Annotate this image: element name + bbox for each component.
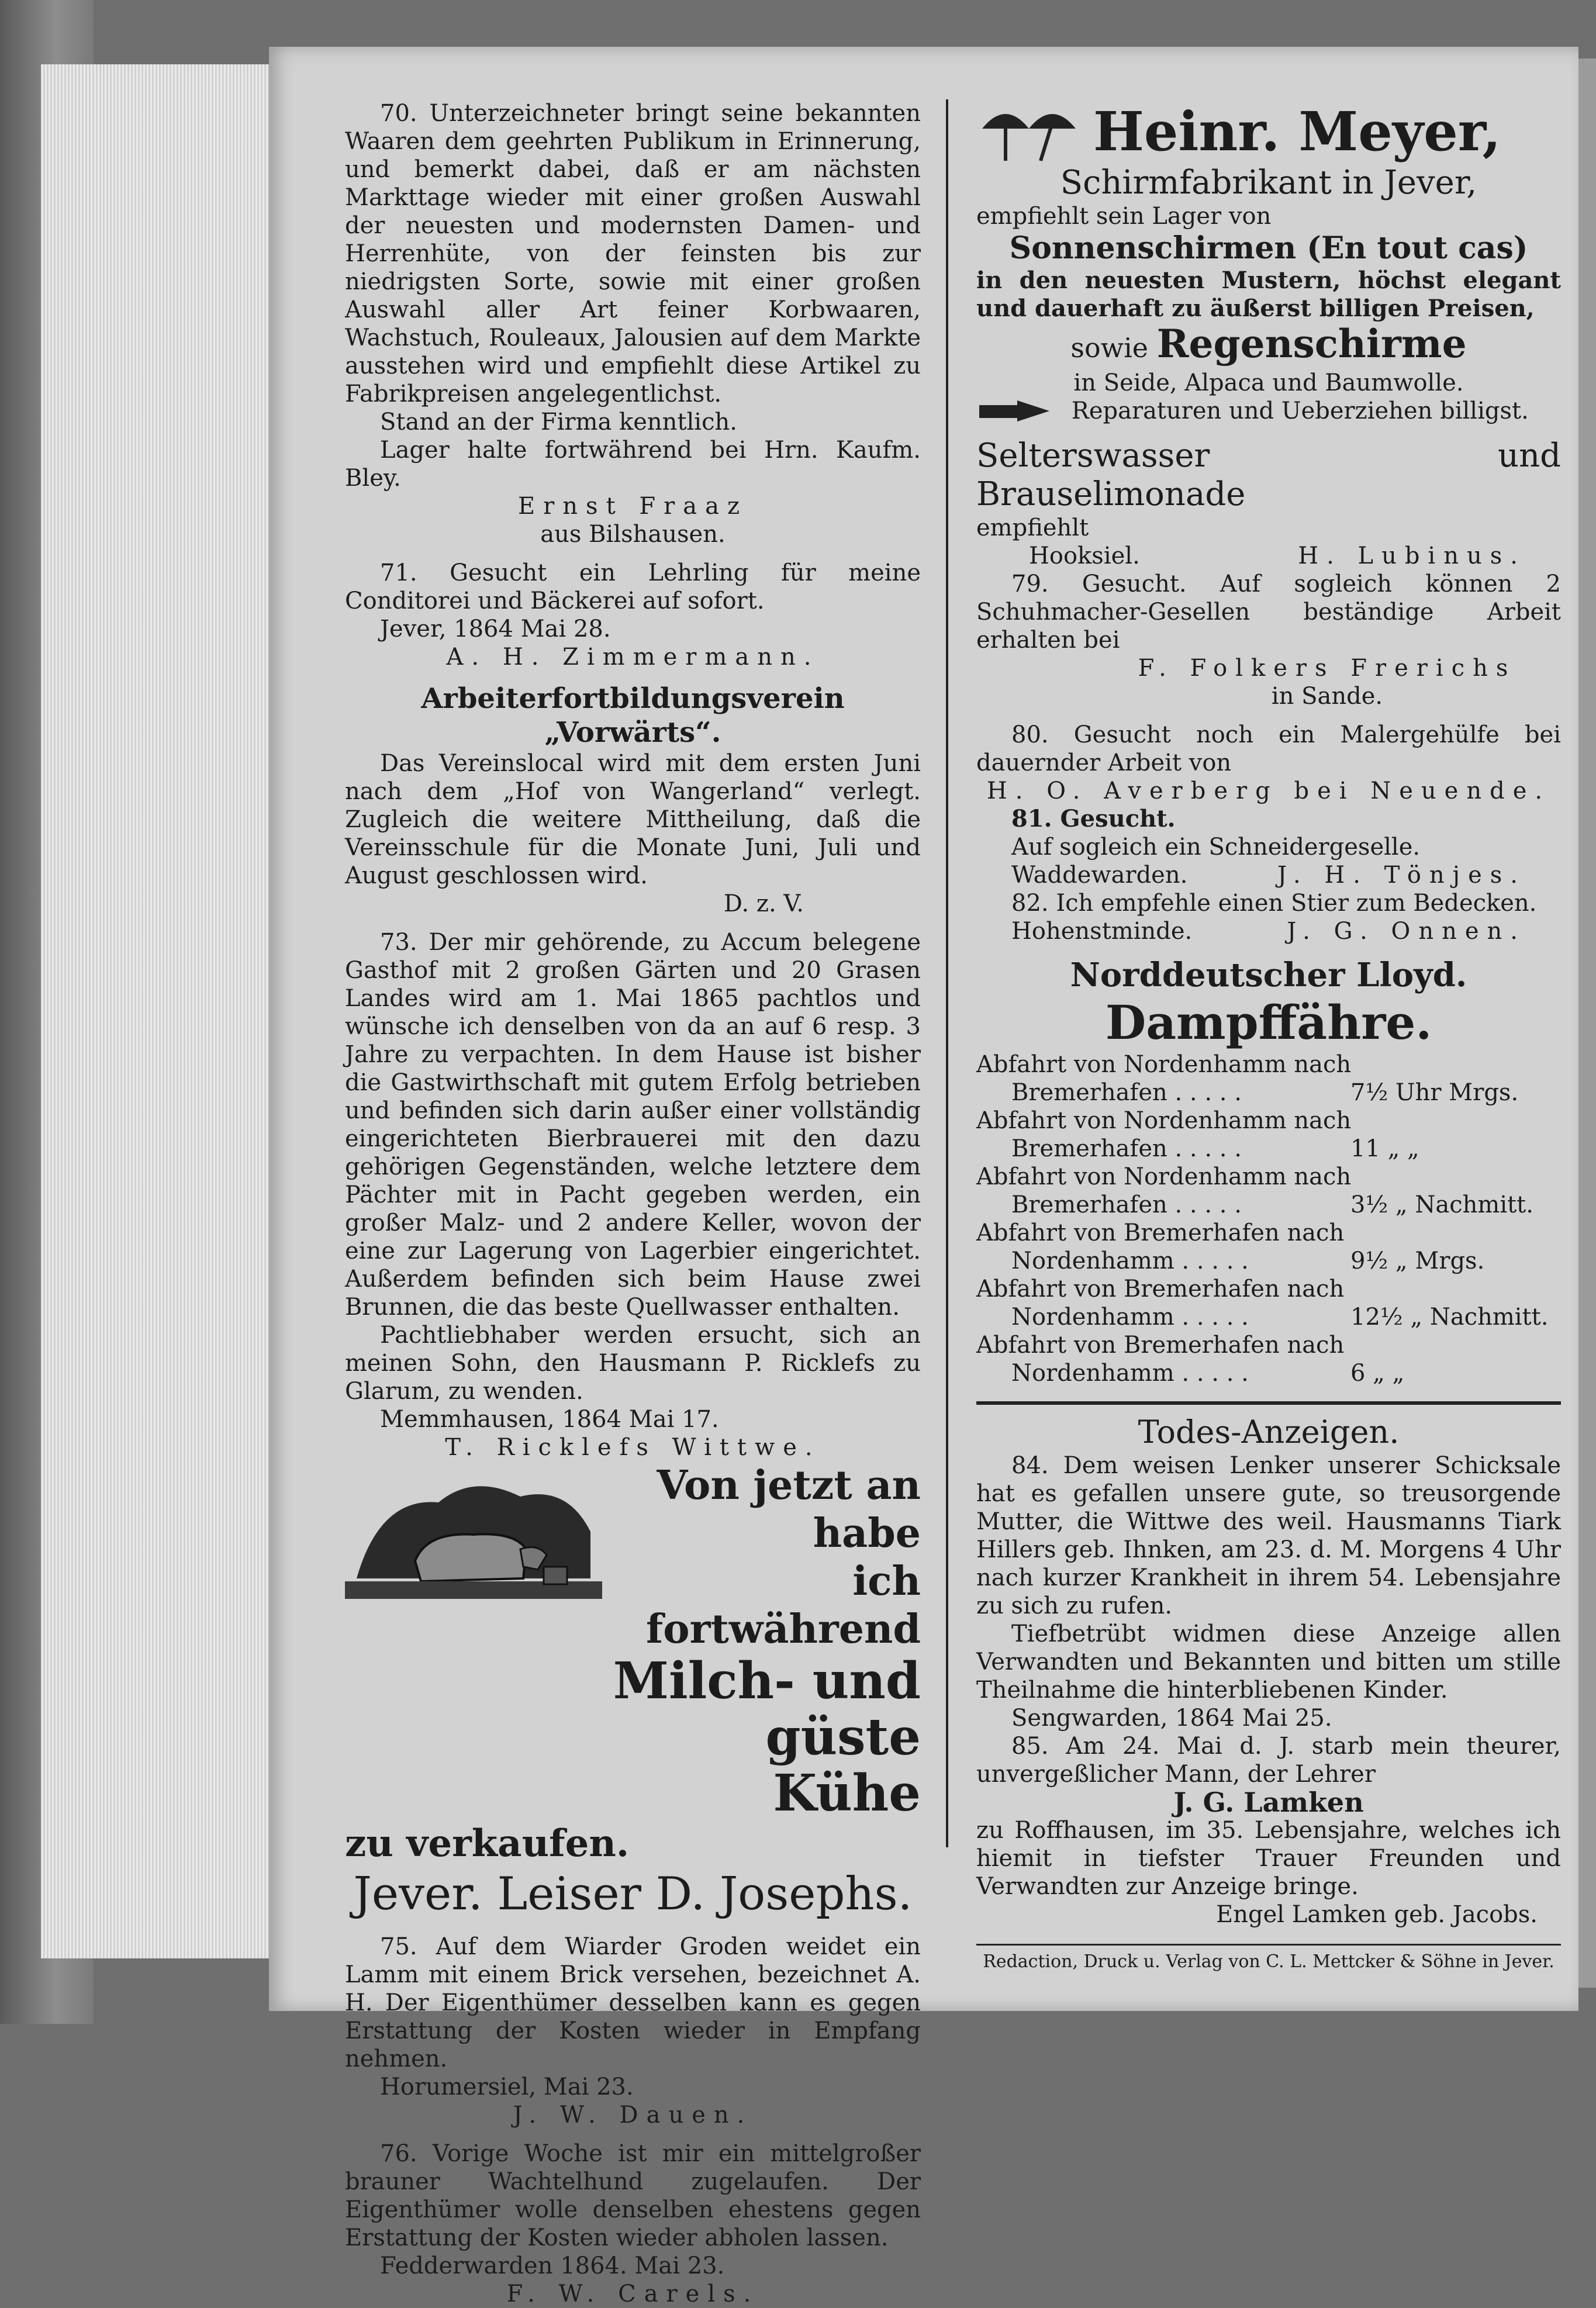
cattle-line2: ich fortwährend: [646, 1558, 921, 1653]
ad-70-text: 70. Unterzeichneter bringt seine bekannten Waaren dem geehrten Publikum in Erinnerung, und bemerkt dabei, daß er am nächsten Markttage wieder mit einer großen Auswahl der neuesten und modernsten Damen- und Herrenhüte, von der feinsten bis zur niedrigsten Sorte, sowie mit einer großen Auswahl aller Art feiner Korbwaaren, Wachstuch, Rouleaux, Jalousien auf dem Markte ausstehen wird und empfiehlt diese Artikel zu Fabrikpreisen angelegentlichst.: [345, 100, 921, 407]
todes-title: Todes-Anzeigen.: [1138, 1414, 1400, 1450]
ad-73-signature: T. Ricklefs Wittwe.: [445, 1434, 821, 1461]
cattle-ad: [345, 1461, 921, 1822]
dep-3-dest: Nordenhamm . . . . .: [1011, 1248, 1249, 1274]
meyer-line6: Reparaturen und Ueberziehen billigst.: [1071, 398, 1529, 424]
ad-85-text: 85. Am 24. Mai d. J. starb mein theurer, unvergeßlicher Mann, der Lehrer: [976, 1733, 1561, 1788]
dep-1-dest: Bremerhafen . . . . .: [1011, 1135, 1242, 1162]
ad-82-signature: J. G. Onnen.: [1287, 918, 1526, 945]
section-rule: [976, 1401, 1561, 1405]
ad-71-date: Jever, 1864 Mai 28.: [380, 616, 611, 642]
selters-sign-row: [976, 542, 1561, 570]
ad-81-head: 81. Gesucht.: [1011, 805, 1176, 832]
ad-73-date: Memmhausen, 1864 Mai 17.: [380, 1406, 719, 1433]
imprint-footer: Redaction, Druck u. Verlag von C. L. Mettcker & Söhne in Jever.: [976, 1944, 1561, 1974]
ad-75-text: 75. Auf dem Wiarder Groden weidet ein Lamm mit einem Brick versehen, bezeichnet A. H. Der Eigenthümer desselben kann es gegen Erstattung der Kosten wieder in Empfang nehmen.: [345, 1933, 921, 2072]
verein-text: Das Vereinslocal wird mit dem ersten Juni nach dem „Hof von Wangerland“ verlegt. Zugleich die weitere Mittheilung, daß die Vereinsschule für die Monate Juni, Juli und August geschlossen wird.: [345, 750, 921, 889]
ad-79-signature: F. Folkers Frerichs: [1138, 655, 1516, 682]
ad-84-date: Sengwarden, 1864 Mai 25.: [1011, 1705, 1332, 1732]
dep-5-route: Abfahrt von Bremerhafen nach: [976, 1332, 1345, 1359]
meyer-line5: in Seide, Alpaca und Baumwolle.: [1073, 369, 1464, 396]
selters-line1: empfiehlt: [976, 514, 1089, 541]
umbrella-icon: [976, 99, 1082, 164]
ad-71-signature: A. H. Zimmermann.: [446, 644, 820, 671]
ad-82-place: Hohenstminde.: [1011, 918, 1193, 945]
dep-5-time: 6 „ „: [1350, 1360, 1405, 1387]
meyer-line1: empfiehlt sein Lager von: [976, 203, 1272, 230]
ad-76-signature: F. W. Carels.: [506, 2281, 759, 2307]
meyer-line2: Sonnenschirmen (En tout cas): [1009, 230, 1528, 266]
ad-85-signature: Engel Lamken geb. Jacobs.: [1216, 1901, 1538, 1928]
ad-71-text: 71. Gesucht ein Lehrling für meine Conditorei und Bäckerei auf sofort.: [345, 559, 921, 614]
dep-3-time: 9½ „ Mrgs.: [1350, 1248, 1485, 1274]
dep-2-route: Abfahrt von Nordenhamm nach: [976, 1163, 1352, 1190]
dep-5-dest: Nordenhamm . . . . .: [1011, 1360, 1249, 1387]
ad-79-place: in Sande.: [1271, 683, 1383, 710]
ad-79-text: 79. Gesucht. Auf sogleich können 2 Schuhmacher-Gesellen beständige Arbeit erhalten bei: [976, 571, 1561, 654]
ad-81-sign-row: [976, 861, 1561, 889]
right-page-edge: [1578, 58, 1596, 1988]
ad-75-signature: J. W. Dauen.: [513, 2102, 753, 2129]
dep-3-route: Abfahrt von Bremerhafen nach: [976, 1219, 1345, 1246]
verein-subtitle: „Vorwärts“.: [544, 716, 721, 749]
ad-85-name: J. G. Lamken: [1173, 1787, 1364, 1818]
meyer-name: Heinr. Meyer,: [1093, 100, 1501, 163]
pointing-hand-icon: [976, 399, 1052, 426]
cow-illustration: [345, 1461, 602, 1608]
ad-75-date: Horumersiel, Mai 23.: [380, 2074, 634, 2100]
lloyd-title: Norddeutscher Lloyd.: [1070, 956, 1467, 994]
selters-signature: H. Lubinus.: [1298, 543, 1526, 569]
ad-85-text2: zu Roffhausen, im 35. Lebensjahre, welches ich hiemit in tiefster Trauer Freunden und Verwandten zur Anzeige bringe.: [976, 1817, 1561, 1900]
meyer-regenschirme: Regenschirme: [1156, 321, 1467, 367]
ad-70-signature: Ernst Fraaz: [517, 493, 748, 520]
ad-70-lager: Lager halte fortwährend bei Hrn. Kaufm. Bley.: [345, 437, 921, 492]
meyer-sowie: sowie: [1070, 332, 1148, 364]
dep-1-route: Abfahrt von Nordenhamm nach: [976, 1107, 1352, 1134]
dep-4-time: 12½ „ Nachmitt.: [1350, 1304, 1549, 1331]
meyer-line3: in den neuesten Mustern, höchst elegant und dauerhaft zu äußerst billigen Preisen,: [976, 267, 1561, 322]
meyer-line6-row: [976, 397, 1561, 426]
cattle-line3: Milch- und: [613, 1651, 921, 1711]
dep-3-row: [976, 1247, 1561, 1275]
ad-70-origin: aus Bilshausen.: [540, 521, 726, 548]
ad-84-text2: Tiefbetrübt widmen diese Anzeige allen Verwandten und Bekannten und bitten um stille Theilnahme die hinterbliebenen Kinder.: [976, 1621, 1561, 1704]
dep-1-time: 11 „ „: [1350, 1135, 1419, 1162]
ad-81-place: Waddewarden.: [1011, 862, 1188, 889]
dep-2-row: [976, 1191, 1561, 1219]
ad-84-text: 84. Dem weisen Lenker unserer Schicksale hat es gefallen unsere gute, so treusorgende Mutter, die Wittwe des weil. Hausmanns Tiark Hillers geb. Ihnken, am 23. d. M. Morgens 4 Uhr nach kurzer Krankheit in ihrem 54. Lebensjahre zu sich zu rufen.: [976, 1452, 1561, 1619]
ad-80-text: 80. Gesucht noch ein Malergehülfe bei dauernder Arbeit von: [976, 721, 1561, 776]
dep-5-row: [976, 1359, 1561, 1387]
ad-80-signature: H. O. Averberg bei Neuende.: [986, 778, 1551, 804]
selters-title: Selterswasser und Brauselimonade: [976, 437, 1561, 513]
cattle-line1: Von jetzt an habe: [657, 1462, 921, 1557]
dep-1-row: [976, 1135, 1561, 1163]
ad-70-stand: Stand an der Firma kenntlich.: [380, 409, 737, 436]
ad-82-text: 82. Ich empfehle einen Stier zum Bedecken.: [1011, 890, 1537, 917]
dep-4-row: [976, 1303, 1561, 1331]
meyer-line4: [976, 323, 1561, 369]
verein-signature: D. z. V.: [723, 890, 804, 917]
selters-place: Hooksiel.: [1029, 543, 1140, 569]
verein-title: Arbeiterfortbildungsverein: [421, 682, 845, 715]
lloyd-timetable: [976, 1051, 1561, 1387]
cattle-line4: güste Kühe: [765, 1708, 921, 1823]
lloyd-subtitle: Dampffähre.: [1105, 995, 1432, 1050]
dep-4-route: Abfahrt von Bremerhafen nach: [976, 1276, 1345, 1302]
meyer-header: [976, 99, 1561, 164]
dep-2-dest: Bremerhafen . . . . .: [1011, 1191, 1242, 1218]
dep-4-dest: Nordenhamm . . . . .: [1011, 1304, 1249, 1331]
column-divider: [946, 99, 948, 1847]
left-column: [345, 99, 921, 2308]
dep-2-time: 3½ „ Nachmitt.: [1350, 1191, 1533, 1218]
ad-73-text2: Pachtliebhaber werden ersucht, sich an meinen Sohn, den Hausmann P. Ricklefs zu Glarum, zu wenden.: [345, 1322, 921, 1405]
ad-81-signature: J. H. Tönjes.: [1277, 862, 1526, 889]
ad-81-text: Auf sogleich ein Schneidergeselle.: [1011, 834, 1421, 861]
ad-76-text: 76. Vorige Woche ist mir ein mittelgroßer brauner Wachtelhund zugelaufen. Der Eigenthümer wolle denselben ehestens gegen Erstattung der Kosten wieder abholen lassen.: [345, 2140, 921, 2251]
ad-82-sign-row: [976, 917, 1561, 945]
dep-0-row: [976, 1079, 1561, 1107]
page-stack-edges: [41, 64, 277, 1958]
dep-0-dest: Bremerhafen . . . . .: [1011, 1079, 1242, 1106]
right-column: [976, 99, 1561, 1974]
dep-0-time: 7½ Uhr Mrgs.: [1350, 1079, 1519, 1106]
dep-0-route: Abfahrt von Nordenhamm nach: [976, 1051, 1352, 1078]
cattle-line5: zu verkaufen.: [345, 1822, 630, 1865]
ad-76-date: Fedderwarden 1864. Mai 23.: [380, 2252, 725, 2279]
cattle-line6: Jever. Leiser D. Josephs.: [353, 1868, 913, 1920]
meyer-trade: Schirmfabrikant in Jever,: [1060, 164, 1477, 202]
ad-73-text: 73. Der mir gehörende, zu Accum belegene Gasthof mit 2 großen Gärten und 20 Grasen Landes wird am 1. Mai 1865 pachtlos und wünsche ich denselben von da an auf 6 resp. 3 Jahre zu verpachten. In dem Hause ist bisher die Gastwirthschaft mit gutem Erfolg betrieben und befinden sich darin außer einer vollständig eingerichteten Bierbrauerei mit den dazu gehörigen Gegenständen, welche letztere dem Pächter mit in Pacht gegeben werden, ein großer Malz- und 2 andere Keller, wovon der eine zur Lagerung von Lagerbier eingerichtet. Außerdem befinden sich beim Hause zwei Brunnen, die das beste Quellwasser enthalten.: [345, 929, 921, 1321]
